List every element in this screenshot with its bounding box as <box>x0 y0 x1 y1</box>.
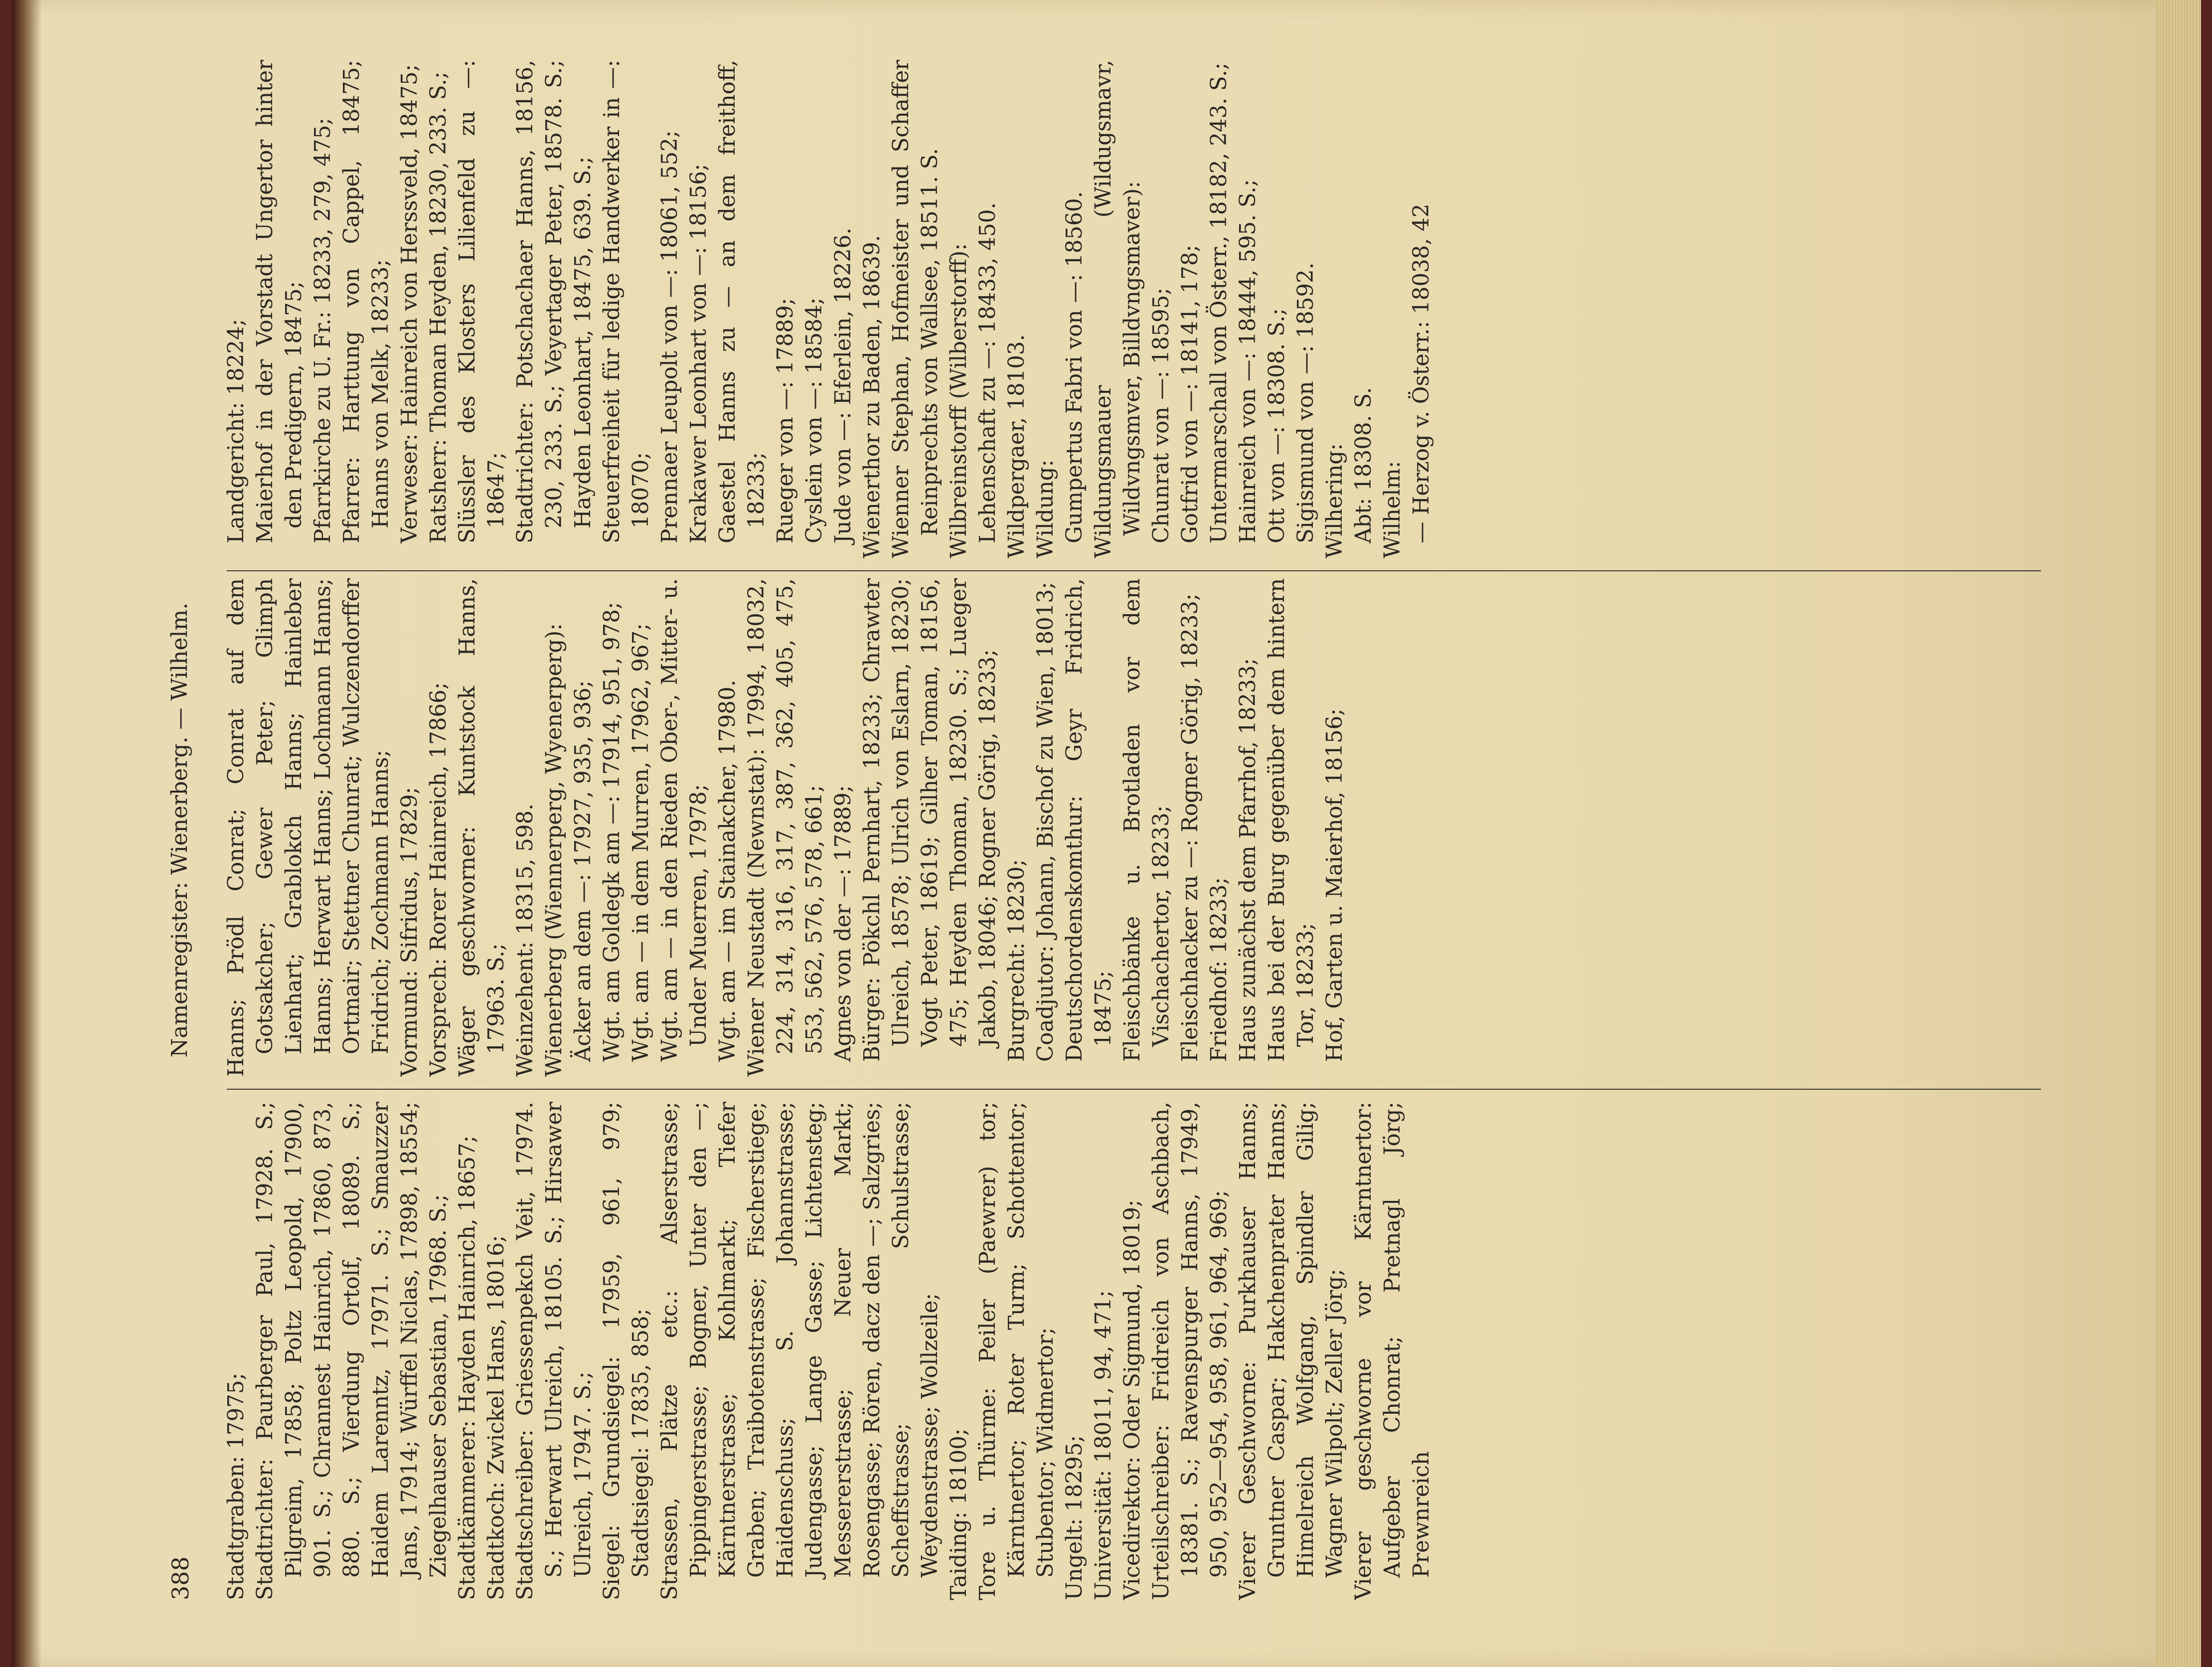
running-head-title: Namenregister: Wienerberg. — Wilhelm. <box>167 602 192 1058</box>
index-entry: Stadtrichter: Potschachaer Hanns, 18156, 230, 233. S.; Veyertager Peter, 18578. S.; Hayden Leonhart, 18475, 639. S.; <box>513 60 596 543</box>
index-column-1 <box>222 1102 2071 1600</box>
index-entry: Gaestel Hanns zu — an dem freithoff, 18233; <box>715 60 769 543</box>
index-entry: Wildpergaer, 18103. <box>1004 334 1029 558</box>
page-number: 388 <box>167 1556 194 1600</box>
index-entry: Vicedirektor: Oder Sigmund, 18019; <box>1120 1199 1145 1600</box>
index-entry: Ratsherr: Thoman Heyden, 18230, 233. S.; <box>426 71 451 543</box>
index-entry: Wgt. am — in dem Murren, 17962, 967; <box>629 623 653 1062</box>
rotated-page <box>167 60 2076 1600</box>
index-entry: Landgericht: 18224; <box>224 319 249 543</box>
running-head <box>167 60 207 1600</box>
index-entry: Vorsprech: Rorer Hainreich, 17866; <box>426 682 451 1077</box>
index-entry: Urteilschreiber: Fridreich von Aschbach, 18381. S.; Ravenspurger Hanns, 17949, 950, 952—954, 958, 961, 964, 969; <box>1149 1102 1232 1600</box>
index-entry: Burgrecht: 18230; <box>1004 859 1029 1062</box>
spine-shadow <box>12 0 42 1667</box>
index-entry: Coadjutor: Johann, Bischof zu Wien, 18013; <box>1033 582 1058 1062</box>
index-entry: Steuerfreiheit für ledige Handwerker in —: 18070; <box>600 60 653 543</box>
index-entry: Haus zunächst dem Pfarrhof, 18233; <box>1236 658 1261 1062</box>
index-entry: Wäger geschworner: Kuntstock Hanns, 17963. S.; <box>455 578 509 1077</box>
index-entry: Jude von —: Eferlein, 18226. <box>831 227 856 543</box>
index-column-2 <box>222 578 2071 1077</box>
index-entry: Taiding: 18100; <box>947 1428 971 1600</box>
index-entry: Wienerthor zu Baden, 18639. <box>860 235 885 558</box>
index-entry: Chunrat von —: 18595; <box>1149 288 1174 543</box>
index-entry: Untermarschall von Österr., 18182, 243. S.; <box>1207 62 1232 543</box>
index-entry: Wgt. am — in den Rieden Ober-, Mitter- u. Under Muerren, 17978; <box>657 578 711 1062</box>
index-entry: Fleischbänke u. Brotladen vor dem Vischachertor, 18233; <box>1120 578 1174 1062</box>
index-entry: Wienner Stephan, Hofmeister und Schaffer Reinprechts von Wallsee, 18511. S. <box>889 60 943 558</box>
index-entry: Wilhelm: <box>1380 461 1405 558</box>
index-entry: Wienerberg (Wiennerperg, Wyenerperg): <box>542 623 567 1077</box>
index-entry: Lehenschaft zu —: 18433, 450. <box>975 202 1000 543</box>
index-entry: Ungelt: 18295; <box>1062 1435 1087 1600</box>
index-entry: Stadtkoch: Zwickel Hans, 18016; <box>484 1235 509 1600</box>
index-entry: Cyslein von —: 18584; <box>802 297 827 543</box>
index-entry: Friedhof: 18233; <box>1207 877 1232 1062</box>
index-entry: Bürger: Pökchl Pernhart, 18233; Chrawter Ulreich, 18578; Ulrich von Eslarn, 18230; Vogt Peter, 18619; Gilher Toman, 18156, 475; Heyden Thoman, 18230. S.; Lueger Jakob, 18046; Rogner Görig, 18233; <box>860 578 1000 1062</box>
index-entry: Weinzehent: 18315, 598. <box>513 803 538 1077</box>
index-entry: Krakawer Leonhart von —: 18156; <box>686 164 711 543</box>
index-entry: Äcker an dem —: 17927, 935, 936; <box>571 680 596 1062</box>
index-entry: Siegel: Grundsiegel: 17959, 961, 979; Stadtsiegel: 17835, 858; <box>600 1102 653 1600</box>
column-rule <box>227 1089 2041 1090</box>
index-entry: Wildung: <box>1033 459 1058 558</box>
column-rule <box>227 570 2041 571</box>
index-entry: Hof, Garten u. Maierhof, 18156; <box>1322 708 1347 1062</box>
index-entry: Verweser: Hainreich von Herssveld, 18475; <box>397 64 422 543</box>
index-entry: Tore u. Thürme: Peiler (Paewrer) tor; Kärntnertor; Roter Turm; Schottentor; Stubentor; Widmertor; <box>975 1102 1058 1600</box>
index-entry: Haus bei der Burg gegenüber dem hintern Tor, 18233; <box>1264 578 1318 1062</box>
index-entry: Hainreich von —: 18444, 595. S.; <box>1236 179 1261 543</box>
index-entry: Gotfrid von —: 18141, 178; <box>1178 244 1203 543</box>
index-entry: Pfarrer: Harttung von Cappel, 18475; Hanns von Melk, 18233; <box>339 60 393 543</box>
index-entry: Strassen, Plätze etc.: Alserstrasse; Pippingerstrasse; Bogner, Unter den —; Kärntnerstrasse; Kohlmarkt; Tiefer Graben; Traibotenstrasse; Fischerstiege; Haidenschuss; S. Johannstrasse; Judengasse; Lange Gasse; Lichtensteg; Messererstrasse; Neuer Markt; Rosengasse; Rören, dacz den —; Salzgries; Scheffstrasse; Schulstrasse; Weydenstrasse; Wollzeile; <box>657 1102 943 1600</box>
index-entry: Ott von —: 18308. S.; <box>1264 308 1289 543</box>
index-entry: Stadtkämmerer: Hayden Hainrich, 18657; <box>455 1135 480 1600</box>
index-entry: Vierer Geschworne: Purkhauser Hanns; Gruntner Caspar; Hakchenprater Hanns; Himelreich Wolfgang, Spindler Gilig; Wagner Wilpolt; Zeller Jörg; <box>1236 1102 1347 1600</box>
index-entry: Slüssler des Klosters Lilienfeld zu —: 18647; <box>455 60 509 543</box>
index-entry: Gumpertus Fabri von —: 18560. <box>1062 191 1087 543</box>
index-entry: Rueger von —: 17889; <box>773 298 798 543</box>
index-entry: Wgt. am — im Stainakcher, 17980. <box>715 679 740 1062</box>
index-entry: Maierhof in der Vorstadt Ungertor hinter den Predigern, 18475; <box>253 60 307 543</box>
index-entry: Wilbreinstorff (Wilberstorff): <box>947 243 971 558</box>
index-entry: Wgt. am Goldegk am —: 17914, 951, 978; <box>600 602 625 1062</box>
index-entry: Deutschordenskomthur: Geyr Fridrich, 18475; <box>1062 578 1116 1062</box>
index-entry: Stadtschreiber: Griessenpekch Veit, 17974. S.; Herwart Ulreich, 18105. S.; Hirsawer Ulreich, 17947. S.; <box>513 1102 596 1600</box>
index-entry: Pfarrkirche zu U. Fr.: 18233, 279, 475; <box>311 118 335 543</box>
index-entry: Abt: 18308. S. <box>1351 387 1376 543</box>
index-entry: Prennaer Leupolt von —: 18061, 552; <box>657 130 682 543</box>
page-fore-edge <box>2156 0 2201 1667</box>
index-entry: Stadtrichter: Paurberger Paul, 17928. S.; Pilgreim, 17858; Poltz Leopold, 17900, 901. S.; Chrannest Hainrich, 17860, 873, 880. S.; Vierdung Ortolf, 18089. S.; Haidem Larenntz, 17971. S.; Smauzzer Jans, 17914; Würffel Niclas, 17898, 18554; Ziegelhauser Sebastian, 17968. S.; <box>253 1102 451 1600</box>
index-entry: Vierer geschworne vor Kärntnertor: Aufgeber Chonrat; Pretnagl Jörg; Prewnreich <box>1351 1102 1434 1600</box>
index-column-3 <box>222 60 2071 558</box>
index-entry: Vormund: Sifridus, 17829; <box>397 787 422 1077</box>
index-entry: Fleischhacker zu —: Rogner Görig, 18233; <box>1178 593 1203 1062</box>
index-entry: Agnes von der —: 17889; <box>831 785 856 1062</box>
index-entry: — Herzog v. Österr.: 18038, 42 <box>1409 203 1434 543</box>
index-entry: Stadtgraben: 17975; <box>224 1372 249 1600</box>
index-entry: Wilhering: <box>1322 443 1347 558</box>
index-entry: Universität: 18011, 94, 471; <box>1091 1290 1116 1600</box>
index-entry: Wildungsmauer (Wildugsmavr, Wildvngsmver, Billdvngsmaver): <box>1091 60 1145 558</box>
index-entry: Wiener Neustadt (Newnstat): 17994, 18032, 224, 314, 316, 317, 387, 362, 405, 475, 553, 562, 576, 578, 661; <box>744 578 827 1077</box>
index-entry: Sigismund von —: 18592. <box>1293 262 1318 543</box>
index-entry: Hanns; Prödl Conrat; Conrat auf dem Gotsakcher; Gewer Peter; Glimph Lienhart; Grablokch Hanns; Hainleber Hanns; Herwart Hanns; Lochmann Hanns; Ortmair; Stettner Chunrat; Wulczendorffer Fridrich; Zochmann Hanns; <box>224 578 393 1077</box>
